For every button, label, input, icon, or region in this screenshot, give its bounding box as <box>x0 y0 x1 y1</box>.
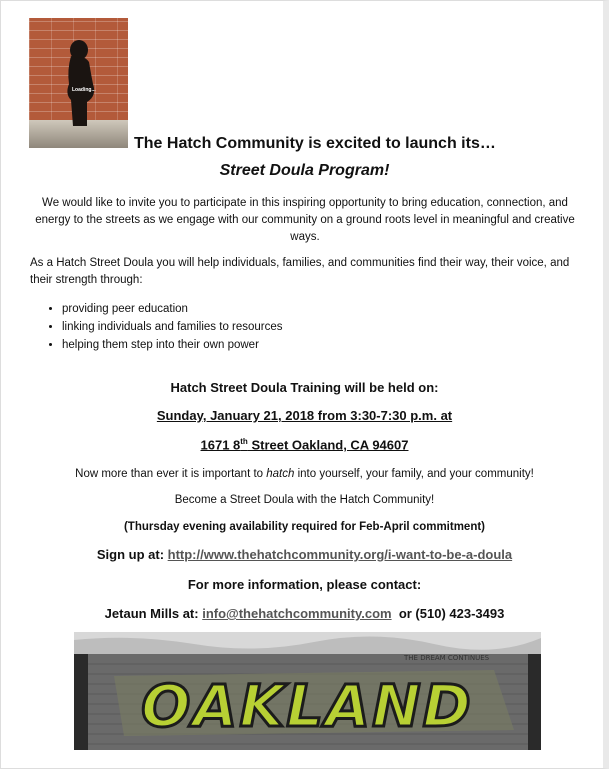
silhouette-photo <box>29 18 128 148</box>
intro-paragraph: We would like to invite you to participate in this inspiring opportunity to bring education, connection, and energy to the streets as we engage with our community on a ground roots level in meaningful and creative ways. <box>35 197 575 243</box>
list-item: • helping them step into their own power <box>62 336 562 354</box>
headline: The Hatch Community is excited to launch its… <box>134 135 496 152</box>
signup-link[interactable]: http://www.thehatchcommunity.org/i-want-to-be-a-doula <box>167 547 513 562</box>
signup-label: Sign up at: <box>96 547 168 562</box>
hatch-emphasis: hatch <box>266 468 295 480</box>
pregnant-silhouette-icon <box>61 40 101 126</box>
contact-line <box>0 606 609 621</box>
hatch-line-after: into yourself, your family, and your community! <box>294 468 534 480</box>
hatch-line-before: Now more than ever it is important to <box>75 468 267 480</box>
become-line: Become a Street Doula with the Hatch Community! <box>174 494 435 506</box>
contact-name: Jetaun Mills at: <box>104 606 203 621</box>
graffiti-door-image <box>74 632 541 750</box>
signup-line <box>0 547 609 562</box>
hatch-line <box>0 468 609 480</box>
graffiti-photo <box>74 632 541 750</box>
graffiti-small-text: THE DREAM CONTINUES <box>404 654 490 662</box>
program-title: Street Doula Program! <box>219 162 390 179</box>
description-paragraph: As a Hatch Street Doula you will help individuals, families, and communities find their way, their voice, and their strength through: <box>30 257 570 286</box>
address-ordinal: th <box>240 437 248 446</box>
list-item: • providing peer education <box>62 300 562 318</box>
address-number: 1671 8 <box>200 437 241 453</box>
list-item: • linking individuals and families to resources <box>62 318 562 336</box>
availability-note: (Thursday evening availability required for Feb-April commitment) <box>123 521 486 533</box>
training-heading: Hatch Street Doula Training will be held on: <box>170 380 439 395</box>
training-date: Sunday, January 21, 2018 from 3:30-7:30 p.m. at <box>156 408 453 423</box>
training-address <box>0 437 609 452</box>
benefit-list <box>30 300 562 354</box>
more-info-heading: For more information, please contact: <box>187 577 422 592</box>
overlay-text: Loading... <box>72 87 96 93</box>
email-link[interactable]: info@thehatchcommunity.com <box>202 606 392 621</box>
graffiti-word: OAKLAND <box>141 672 473 740</box>
address-rest: Street Oakland, CA 94607 <box>247 437 409 453</box>
contact-phone: or (510) 423-3493 <box>391 606 505 621</box>
